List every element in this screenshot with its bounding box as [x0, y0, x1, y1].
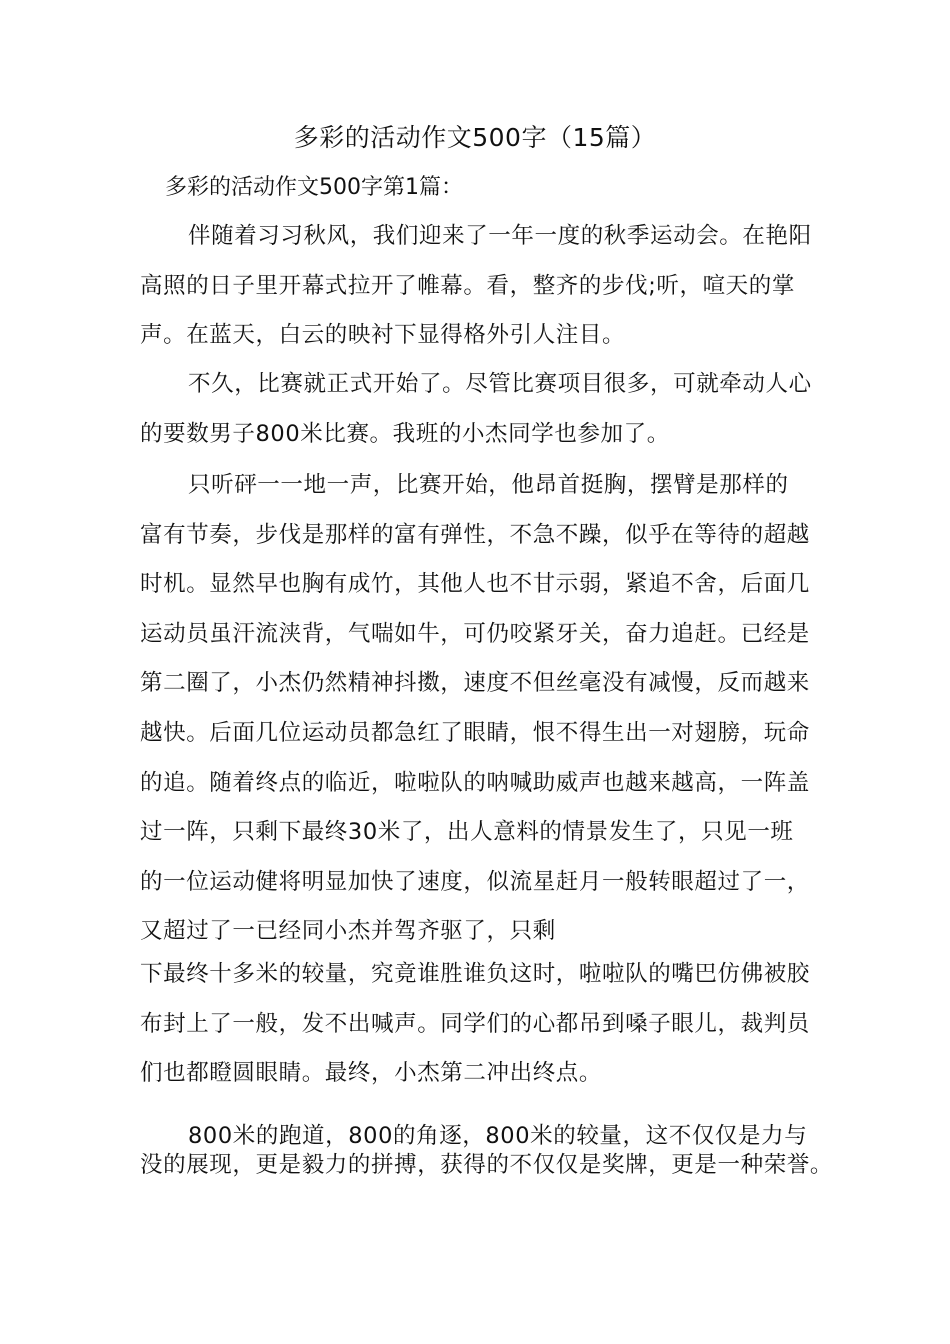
- paragraph-line: 第二圈了，小杰仍然精神抖擞，速度不但丝毫没有减慢，反而越来: [140, 670, 810, 697]
- paragraph-line: 高照的日子里开幕式拉开了帷幕。看，整齐的步伐;听，喧天的掌: [140, 272, 795, 299]
- paragraph-line: 过一阵，只剩下最终30米了，出人意料的情景发生了，只见一班: [140, 819, 794, 846]
- paragraph-line: 只听砰一一地一声，比赛开始，他昂首挺胸，摆臂是那样的: [188, 472, 789, 498]
- paragraph-2: [140, 360, 830, 459]
- paragraph-4: [140, 950, 830, 1099]
- paragraph-3: [140, 461, 830, 957]
- paragraph-line: 的要数男子800米比赛。我班的小杰同学也参加了。: [140, 420, 670, 447]
- paragraph-line: 们也都瞪圆眼睛。最终，小杰第二冲出终点。: [140, 1060, 603, 1087]
- paragraph-line: 没的展现，更是毅力的拼搏，获得的不仅仅是奖牌，更是一种荣誉。: [140, 1152, 834, 1178]
- section-heading: 多彩的活动作文500字第1篇：: [165, 175, 463, 200]
- paragraph-5: [140, 1122, 840, 1180]
- paragraph-line: 不久，比赛就正式开始了。尽管比赛项目很多，可就牵动人心: [188, 371, 812, 397]
- paragraph-line: 800米的跑道，800的角逐，800米的较量，这不仅仅是力与: [188, 1123, 808, 1149]
- paragraph-line: 富有节奏，步伐是那样的富有弹性，不急不躁，似乎在等待的超越: [140, 521, 810, 548]
- paragraph-line: 声。在蓝天，白云的映衬下显得格外引人注目。: [140, 322, 626, 349]
- paragraph-line: 时机。显然早也胸有成竹，其他人也不甘示弱，紧追不舍，后面几: [140, 571, 810, 598]
- paragraph-line: 的一位运动健将明显加快了速度，似流星赶月一般转眼超过了一，: [140, 868, 810, 895]
- paragraph-line: 又超过了一已经同小杰并驾齐驱了，只剩: [140, 918, 556, 945]
- document-title: 多彩的活动作文500字（15篇）: [293, 123, 657, 152]
- paragraph-line: 伴随着习习秋风，我们迎来了一年一度的秋季运动会。在艳阳: [188, 223, 812, 249]
- paragraph-line: 的追。随着终点的临近，啦啦队的呐喊助威声也越来越高，一阵盖: [140, 769, 810, 796]
- paragraph-line: 运动员虽汗流浃背，气喘如牛，可仍咬紧牙关，奋力追赶。已经是: [140, 620, 810, 647]
- paragraph-line: 下最终十多米的较量，究竟谁胜谁负这时，啦啦队的嘴巴仿佛被胶: [140, 961, 810, 987]
- paragraph-1: [140, 212, 830, 361]
- paragraph-line: 越快。后面几位运动员都急红了眼睛，恨不得生出一对翅膀，玩命: [140, 719, 810, 746]
- paragraph-line: 布封上了一般，发不出喊声。同学们的心都吊到嗓子眼儿，裁判员: [140, 1010, 810, 1037]
